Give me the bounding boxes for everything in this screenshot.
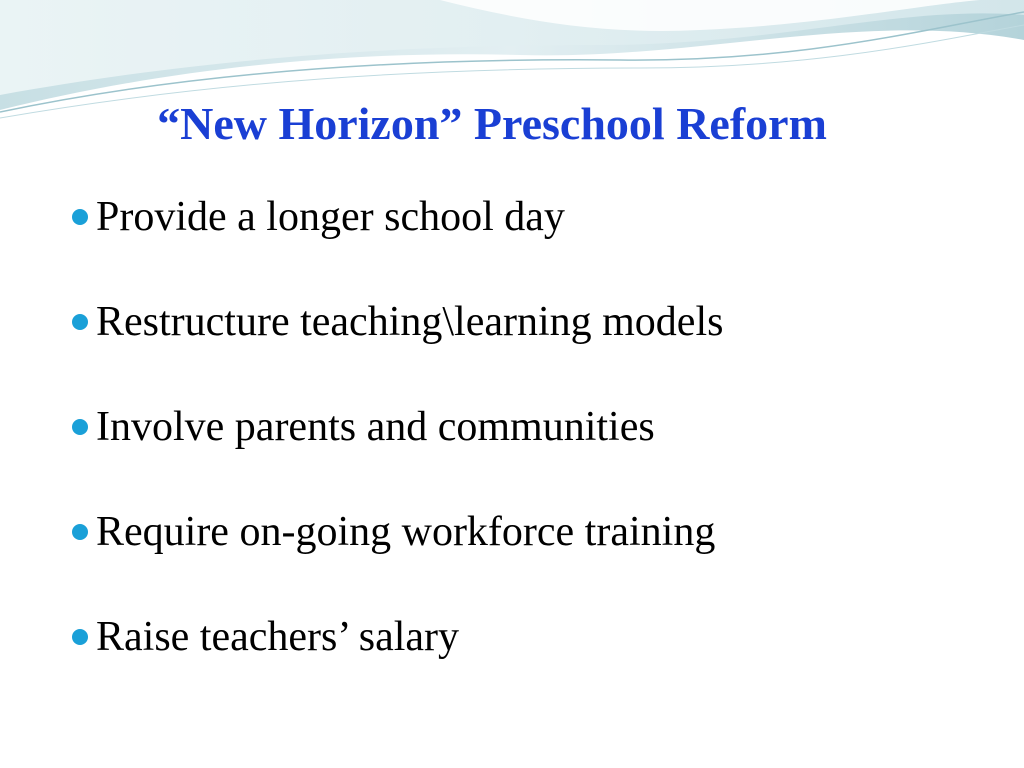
slide-title: “New Horizon” Preschool Reform bbox=[157, 98, 827, 149]
bullet-text: Involve parents and communities bbox=[96, 404, 655, 450]
bullet-list bbox=[72, 186, 992, 711]
bullet-text: Raise teachers’ salary bbox=[96, 614, 460, 660]
bullet-text: Restructure teaching\learning models bbox=[96, 299, 724, 345]
bullet-item bbox=[72, 501, 992, 606]
bullet-text: Require on-going workforce training bbox=[96, 509, 716, 555]
bullet-dot-icon bbox=[72, 314, 88, 330]
bullet-dot-icon bbox=[72, 629, 88, 645]
bullet-item bbox=[72, 606, 992, 711]
bullet-item bbox=[72, 291, 992, 396]
bullet-dot-icon bbox=[72, 209, 88, 225]
bullet-dot-icon bbox=[72, 419, 88, 435]
bullet-text: Provide a longer school day bbox=[96, 194, 565, 240]
bullet-dot-icon bbox=[72, 524, 88, 540]
bullet-item bbox=[72, 396, 992, 501]
bullet-item bbox=[72, 186, 992, 291]
